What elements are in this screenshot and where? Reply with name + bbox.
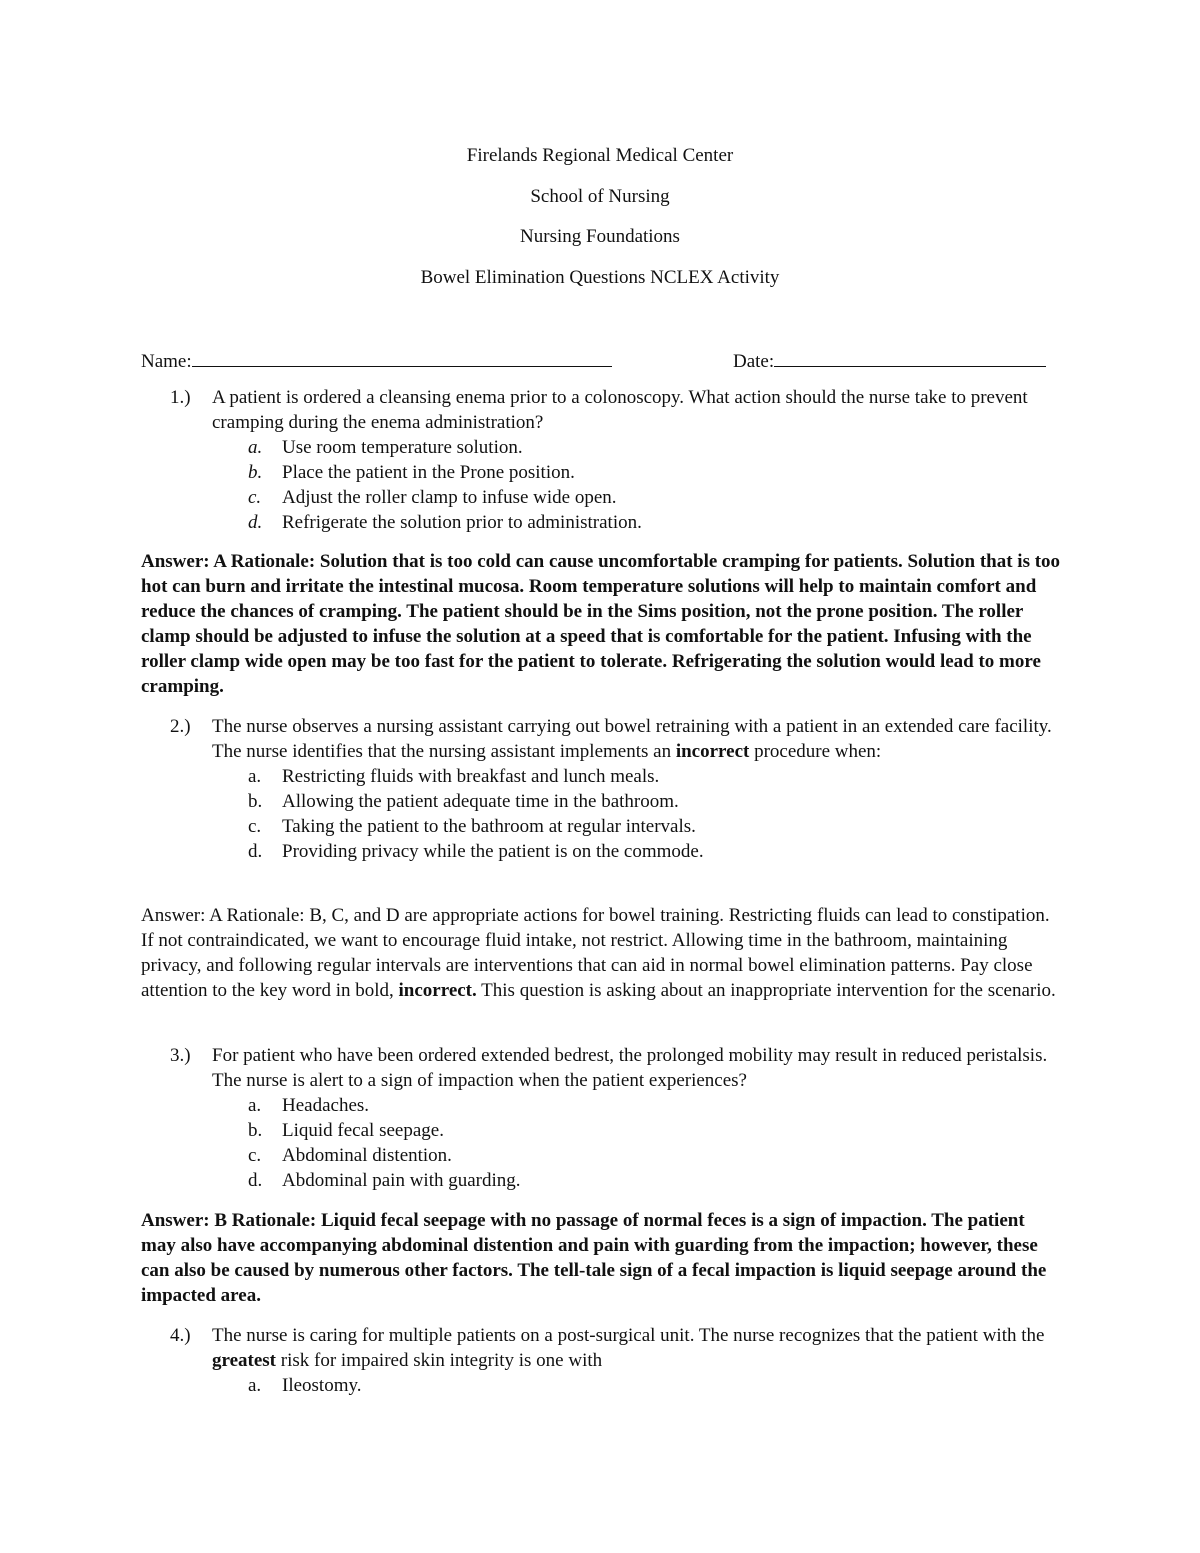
question-number: 4.) (170, 1325, 191, 1346)
question-number: 3.) (170, 1045, 191, 1066)
option-text: Adjust the roller clamp to infuse wide open. (282, 487, 617, 508)
option-letter: b. (248, 462, 263, 483)
document-header (0, 143, 1200, 305)
option-letter: c. (248, 816, 262, 837)
option-text: Taking the patient to the bathroom at regular intervals. (282, 816, 696, 837)
option-text: Allowing the patient adequate time in the bathroom. (282, 791, 679, 812)
option-letter: a. (248, 437, 263, 458)
answer-keyword: incorrect. (398, 980, 477, 1001)
institution-name: Firelands Regional Medical Center (466, 145, 734, 166)
question-text (170, 1323, 1070, 1373)
question-keyword: incorrect (675, 741, 750, 762)
name-field[interactable] (141, 346, 612, 374)
option-letter: a. (248, 1375, 262, 1396)
option-text: Place the patient in the Prone position. (282, 462, 575, 483)
question-stem-post: risk for impaired skin integrity is one with (276, 1350, 603, 1371)
name-blank-line[interactable] (192, 346, 612, 367)
option-letter: c. (248, 487, 262, 508)
option-c (170, 1143, 1070, 1168)
option-letter: d. (248, 512, 263, 533)
option-c (170, 485, 1070, 510)
question-number: 1.) (170, 387, 191, 408)
question-number: 2.) (170, 716, 191, 737)
name-date-row (141, 346, 1061, 371)
option-list (170, 764, 1070, 864)
option-letter: a. (248, 766, 262, 787)
answer-2 (141, 903, 1061, 1003)
question-stem: For patient who have been ordered extended bedrest, the prolonged mobility may result in reduced peristalsis. The nurse is alert to a sign of impaction when the patient experiences? (212, 1045, 1048, 1091)
option-text: Headaches. (282, 1095, 370, 1116)
option-a (170, 1373, 1070, 1398)
option-text: Restricting fluids with breakfast and lunch meals. (282, 766, 660, 787)
option-letter: a. (248, 1095, 262, 1116)
name-label: Name: (141, 351, 192, 372)
option-d (170, 510, 1070, 535)
question-stem: A patient is ordered a cleansing enema prior to a colonoscopy. What action should the nurse take to prevent cramping during the enema administration? (212, 387, 1028, 433)
option-a (170, 764, 1070, 789)
date-field[interactable] (733, 346, 1046, 374)
question-4 (170, 1323, 1070, 1398)
option-d (170, 839, 1070, 864)
option-b (170, 1118, 1070, 1143)
option-b (170, 460, 1070, 485)
option-letter: d. (248, 1170, 263, 1191)
question-stem-post: procedure when: (749, 741, 882, 762)
option-letter: c. (248, 1145, 262, 1166)
course-name: Nursing Foundations (520, 226, 680, 247)
option-text: Liquid fecal seepage. (282, 1120, 444, 1141)
question-3 (170, 1043, 1070, 1193)
date-label: Date: (733, 351, 775, 372)
option-d (170, 1168, 1070, 1193)
option-letter: b. (248, 791, 263, 812)
option-text: Use room temperature solution. (282, 437, 523, 458)
question-text (170, 714, 1070, 764)
question-2 (170, 714, 1070, 864)
option-a (170, 1093, 1070, 1118)
option-letter: b. (248, 1120, 263, 1141)
option-text: Abdominal pain with guarding. (282, 1170, 521, 1191)
option-c (170, 814, 1070, 839)
question-1 (170, 385, 1070, 535)
question-stem-pre: The nurse is caring for multiple patients on a post-surgical unit. The nurse recognizes that the patient with the (212, 1325, 1045, 1346)
answer-text-post: This question is asking about an inappropriate intervention for the scenario. (476, 980, 1056, 1001)
option-list (170, 1093, 1070, 1193)
question-text (170, 385, 1070, 435)
date-blank-line[interactable] (774, 346, 1046, 367)
question-text (170, 1043, 1070, 1093)
option-letter: d. (248, 841, 263, 862)
option-text: Abdominal distention. (282, 1145, 452, 1166)
option-text: Refrigerate the solution prior to administration. (282, 512, 642, 533)
activity-title: Bowel Elimination Questions NCLEX Activity (420, 266, 780, 288)
option-text: Providing privacy while the patient is on the commode. (282, 841, 704, 862)
option-list (170, 435, 1070, 535)
school-name: School of Nursing (530, 185, 670, 207)
answer-1: Answer: A Rationale: Solution that is too cold can cause uncomfortable cramping for patients. Solution that is too hot can burn and irritate the intestinal mucosa. Room temperature solutions will help to maintain comfort and reduce the chances of cramping. The patient should be in the Sims position, not the prone position. The roller clamp should be adjusted to infuse the solution at a speed that is comfortable for the patient. Infusing with the roller clamp wide open may be too fast for the patient to tolerate. Refrigerating the solution would lead to more cramping. (141, 551, 1061, 697)
answer-3: Answer: B Rationale: Liquid fecal seepage with no passage of normal feces is a sign of impaction. The patient may also have accompanying abdominal distention and pain with guarding from the impaction; however, these can also be caused by numerous other factors. The tell-tale sign of a fecal impaction is liquid seepage around the impacted area. (141, 1210, 1047, 1306)
question-keyword: greatest (212, 1350, 277, 1371)
answer-text-pre: Answer: A Rationale: B, C, and D are appropriate actions for bowel training. Restricting fluids can lead to constipation. If not contraindicated, we want to encourage fluid intake, not restrict. Allowing time in the bathroom, maintaining privacy, and following regular intervals are interventions that can aid in normal bowel elimination patterns. Pay close attention to the key word in bold, (141, 905, 1050, 1001)
option-a (170, 435, 1070, 460)
option-b (170, 789, 1070, 814)
option-list (170, 1373, 1070, 1398)
question-stem-pre: The nurse observes a nursing assistant carrying out bowel retraining with a patient in an extended care facility. The nurse identifies that the nursing assistant implements an (212, 716, 1052, 762)
option-text: Ileostomy. (282, 1375, 362, 1396)
